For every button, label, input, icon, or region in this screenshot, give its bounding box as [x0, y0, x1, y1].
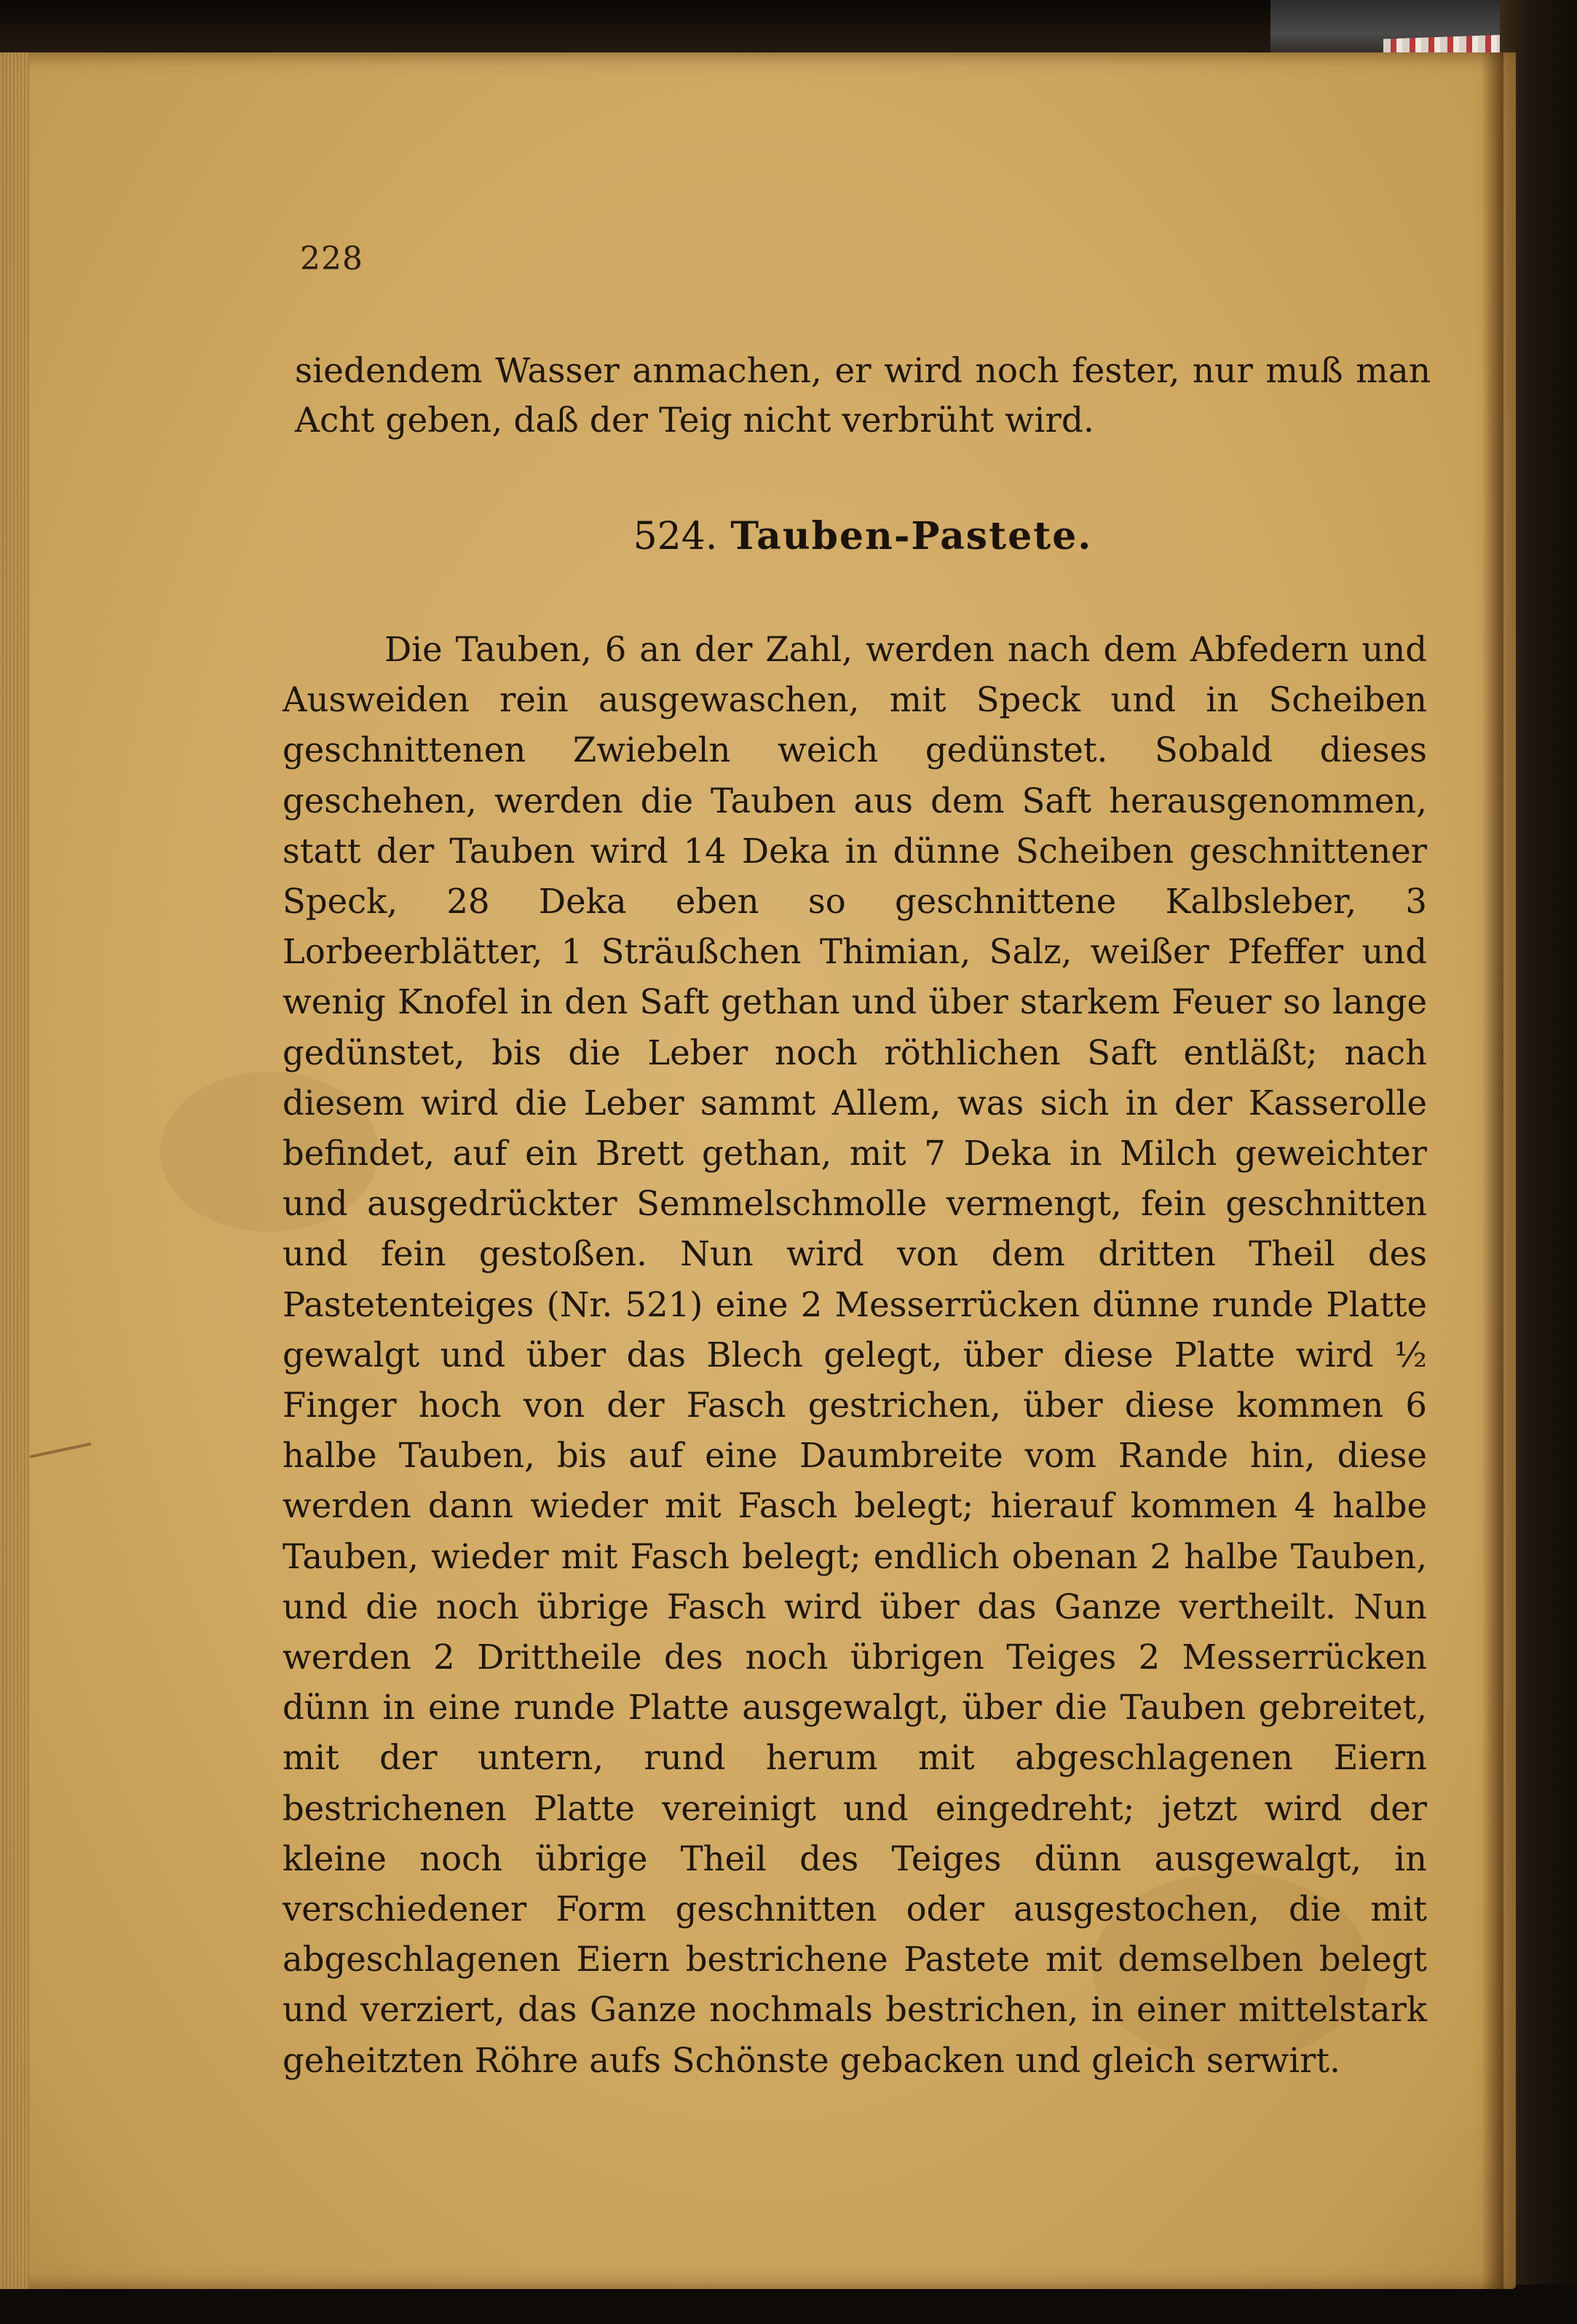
page-number: 228 — [300, 240, 363, 277]
recipe-heading — [295, 514, 1431, 558]
page-stack-edges — [0, 52, 29, 2289]
recipe-number: 524. — [633, 515, 718, 558]
recipe-body: Die Tauben, 6 an der Zahl, werden nach dem Abfedern und Ausweiden rein ausgewaschen, mit Speck und in Scheiben geschnittenen Zwiebeln weich gedünstet. Sobald dieses geschehen, werden die Tauben aus dem Saft herausgenommen, statt der Tauben wird 14 Deka in dünne Scheiben geschnittener Speck, 28 Deka eben so geschnittene Kalbsleber, 3 Lorbeerblätter, 1 Sträußchen Thimian, Salz, weißer Pfeffer und wenig Knofel in den Saft gethan und über starkem Feuer so lange gedünstet, bis die Leber noch röthlichen Saft entläßt; nach diesem wird die Leber sammt Allem, was sich in der Kasserolle befindet, auf ein Brett gethan, mit 7 Deka in Milch geweichter und ausgedrückter Semmelschmolle vermengt, fein geschnitten und fein gestoßen. Nun wird von dem dritten Theil des Pastetenteiges (Nr. 521) eine 2 Messerrücken dünne runde Platte gewalgt und über das Blech gelegt, über diese Platte wird ½ Finger hoch von der Fasch gestrichen, über diese kommen 6 halbe Tauben, bis auf eine Daumbreite vom Rande hin, diese werden dann wieder mit Fasch belegt; hierauf kommen 4 halbe Tauben, wieder mit Fasch belegt; endlich obenan 2 halbe Tauben, und die noch übrige Fasch wird über das Ganze vertheilt. Nun werden 2 Drittheile des noch übrigen Teiges 2 Messerrücken dünn in eine runde Platte ausgewalgt, über die Tauben gebreitet, mit der untern, rund herum mit abgeschlagenen Eiern bestrichenen Platte vereinigt und eingedreht; jetzt wird der kleine noch übrige Theil des Teiges dünn ausgewalgt, in verschiedener Form geschnitten oder ausgestochen, die mit abgeschlagenen Eiern bestrichene Pastete mit demselben belegt und verziert, das Ganze nochmals bestrichen, in einer mittelstark geheitzten Röhre aufs Schönste gebacken und gleich serwirt. — [282, 630, 1427, 2080]
gutter-shadow — [1482, 52, 1503, 2289]
continuation-paragraph: siedendem Wasser anmachen, er wird noch fester, nur muß man Acht geben, daß der Teig nicht verbrüht wird. — [295, 351, 1431, 440]
scan-background-bottom — [0, 2285, 1577, 2324]
recipe-title: Tauben-Pastete. — [730, 514, 1093, 558]
